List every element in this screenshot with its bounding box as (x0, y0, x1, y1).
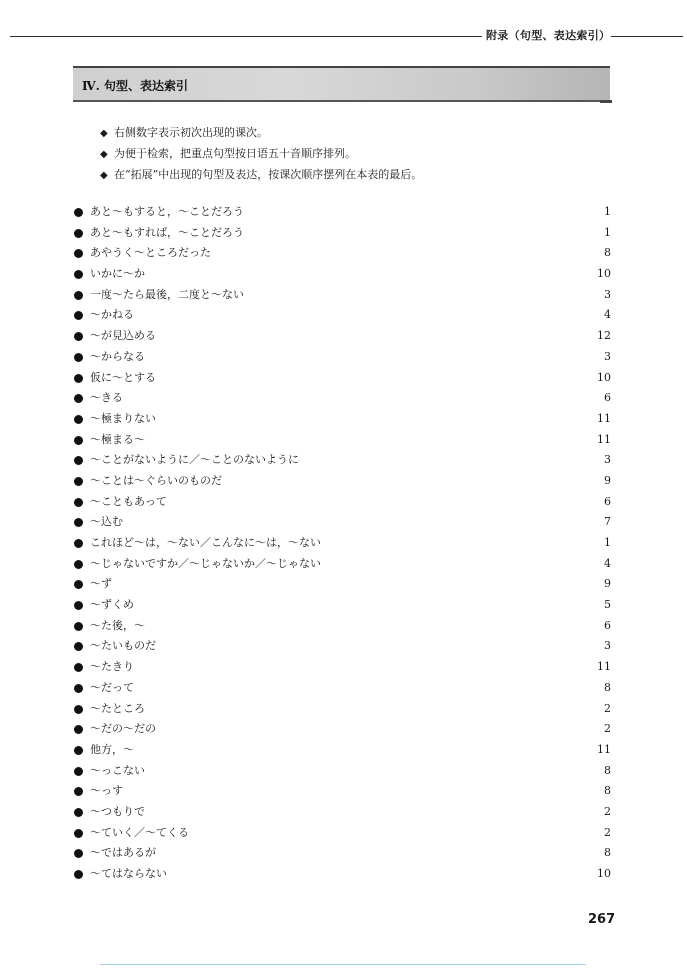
entry-phrase: ～たいものだ (90, 639, 156, 653)
entry-phrase: ～っす (90, 784, 123, 798)
entry-lesson-number: 11 (597, 411, 611, 425)
bullet-dot-icon (74, 642, 83, 651)
entry-lesson-number: 3 (604, 639, 611, 653)
index-entry (74, 388, 614, 409)
entry-phrase: ～ではあるが (90, 846, 156, 860)
entry-lesson-number: 9 (604, 473, 611, 487)
index-entry (74, 492, 614, 513)
entry-lesson-number: 3 (604, 349, 611, 363)
entry-phrase: ～ていく／～てくる (90, 825, 189, 839)
entry-phrase: ～が見込める (90, 329, 156, 343)
entry-lesson-number: 6 (604, 618, 611, 632)
entry-lesson-number: 6 (604, 494, 611, 508)
bullet-dot-icon (74, 539, 83, 548)
running-header-title: 附录（句型、表达索引） (486, 29, 611, 42)
entry-lesson-number: 6 (604, 391, 611, 405)
note-text: 在“拓展”中出现的句型及表达，按课次顺序摆列在本表的最后。 (114, 168, 423, 181)
bullet-dot-icon (74, 787, 83, 796)
index-entry (74, 761, 614, 782)
entry-phrase: ～たきり (90, 660, 134, 674)
diamond-bullet-icon: ◆ (100, 149, 108, 160)
index-entry (74, 326, 614, 347)
index-entry (74, 347, 614, 368)
entry-phrase: ～たところ (90, 701, 145, 715)
index-entry (74, 699, 614, 720)
entry-lesson-number: 3 (604, 453, 611, 467)
entry-lesson-number: 10 (597, 867, 611, 880)
entry-lesson-number: 2 (604, 722, 611, 736)
section-title: Ⅳ. 句型、表达索引 (82, 79, 188, 93)
index-entry-list (74, 202, 614, 885)
entry-phrase: 一度～たら最後，二度と～ない (90, 287, 244, 301)
entry-lesson-number: 9 (604, 577, 611, 591)
entry-lesson-number: 1 (604, 536, 611, 549)
bullet-dot-icon (74, 249, 83, 258)
entry-phrase: あやうく～ところだった (90, 246, 211, 260)
index-entry (74, 781, 614, 802)
note-item (100, 122, 600, 143)
bullet-dot-icon (74, 746, 83, 755)
entry-lesson-number: 8 (604, 680, 611, 694)
entry-phrase: いかに～か (90, 267, 145, 281)
index-entry (74, 512, 614, 533)
diamond-bullet-icon: ◆ (100, 128, 108, 139)
bullet-dot-icon (74, 498, 83, 507)
entry-phrase: ～つもりで (90, 804, 145, 818)
entry-phrase: ～っこない (90, 763, 145, 777)
entry-lesson-number: 8 (604, 763, 611, 777)
note-text: 为便于检索，把重点句型按日语五十音顺序排列。 (114, 147, 356, 160)
page-number: 267 (588, 912, 616, 927)
bullet-dot-icon (74, 601, 83, 610)
entry-phrase: ～からなる (90, 349, 145, 363)
entry-lesson-number: 4 (604, 556, 611, 570)
section-bar-accent (600, 100, 612, 103)
note-item (100, 164, 600, 185)
bullet-dot-icon (74, 394, 83, 403)
entry-lesson-number: 11 (597, 660, 611, 674)
bullet-dot-icon (74, 374, 83, 383)
index-entry (74, 202, 614, 223)
bullet-dot-icon (74, 415, 83, 424)
bullet-dot-icon (74, 808, 83, 817)
bullet-dot-icon (74, 767, 83, 776)
entry-phrase: 仮に～とする (90, 370, 156, 384)
entry-phrase: これほど～は，～ない／こんなに～は，～ない (90, 536, 321, 549)
bullet-dot-icon (74, 332, 83, 341)
index-entry (74, 409, 614, 430)
index-entry (74, 305, 614, 326)
index-entry (74, 430, 614, 451)
header-rule (10, 36, 482, 37)
index-entry (74, 864, 614, 885)
index-entry (74, 657, 614, 678)
entry-phrase: ～じゃないですか／～じゃないか／～じゃない (90, 556, 321, 570)
entry-phrase: ～極まりない (90, 411, 156, 425)
bullet-dot-icon (74, 208, 83, 217)
index-entry (74, 740, 614, 761)
entry-lesson-number: 7 (604, 515, 611, 529)
bullet-dot-icon (74, 311, 83, 320)
entry-phrase: ～てはならない (90, 867, 167, 880)
bullet-dot-icon (74, 580, 83, 589)
index-entry (74, 574, 614, 595)
bullet-dot-icon (74, 705, 83, 714)
index-entry (74, 719, 614, 740)
bullet-dot-icon (74, 725, 83, 734)
index-entry (74, 368, 614, 389)
entry-phrase: ～ことは～ぐらいのものだ (90, 473, 222, 487)
bullet-dot-icon (74, 622, 83, 631)
index-entry (74, 616, 614, 637)
bullet-dot-icon (74, 270, 83, 279)
bullet-dot-icon (74, 353, 83, 362)
note-text: 右侧数字表示初次出现的课次。 (114, 126, 268, 139)
footer-rule (100, 964, 586, 965)
entry-lesson-number: 5 (604, 598, 611, 612)
bullet-dot-icon (74, 436, 83, 445)
entry-lesson-number: 8 (604, 846, 611, 860)
header-rule (611, 36, 683, 37)
entry-phrase: ～こともあって (90, 494, 167, 508)
entry-lesson-number: 10 (597, 267, 611, 281)
index-entry (74, 285, 614, 306)
entry-phrase: ～だの～だの (90, 722, 156, 736)
entry-lesson-number: 3 (604, 287, 611, 301)
entry-phrase: ～込む (90, 515, 123, 529)
index-entry (74, 264, 614, 285)
index-entry (74, 223, 614, 244)
entry-lesson-number: 2 (604, 804, 611, 818)
entry-lesson-number: 1 (604, 225, 611, 239)
bullet-dot-icon (74, 849, 83, 858)
bullet-dot-icon (74, 829, 83, 838)
index-entry (74, 823, 614, 844)
bullet-dot-icon (74, 477, 83, 486)
entry-phrase: 他方，～ (90, 742, 134, 756)
entry-phrase: ～ことがないように／～ことのないように (90, 453, 299, 467)
diamond-bullet-icon: ◆ (100, 170, 108, 181)
index-entry (74, 802, 614, 823)
notes-list (100, 122, 600, 185)
entry-phrase: ～ず (90, 577, 112, 591)
entry-lesson-number: 2 (604, 825, 611, 839)
entry-phrase: あと～もすれば，～ことだろう (90, 225, 244, 239)
bullet-dot-icon (74, 560, 83, 569)
bullet-dot-icon (74, 229, 83, 238)
index-entry (74, 450, 614, 471)
index-entry (74, 554, 614, 575)
bullet-dot-icon (74, 291, 83, 300)
entry-lesson-number: 8 (604, 784, 611, 798)
bullet-dot-icon (74, 684, 83, 693)
entry-phrase: ～ずくめ (90, 598, 134, 612)
entry-lesson-number: 11 (597, 742, 611, 756)
index-entry (74, 533, 614, 554)
entry-lesson-number: 1 (604, 205, 611, 218)
entry-phrase: あと～もすると，～ことだろう (90, 205, 244, 218)
entry-lesson-number: 12 (597, 329, 611, 343)
entry-lesson-number: 11 (597, 432, 611, 446)
entry-lesson-number: 2 (604, 701, 611, 715)
note-item (100, 143, 600, 164)
index-entry (74, 471, 614, 492)
entry-phrase: ～極まる～ (90, 432, 145, 446)
index-entry (74, 678, 614, 699)
bullet-dot-icon (74, 870, 83, 879)
entry-lesson-number: 8 (604, 246, 611, 260)
entry-phrase: ～た後，～ (90, 618, 145, 632)
entry-phrase: ～きる (90, 391, 123, 405)
bullet-dot-icon (74, 663, 83, 672)
bullet-dot-icon (74, 518, 83, 527)
bullet-dot-icon (74, 456, 83, 465)
entry-phrase: ～だって (90, 680, 134, 694)
index-entry (74, 243, 614, 264)
index-entry (74, 843, 614, 864)
index-entry (74, 636, 614, 657)
entry-lesson-number: 10 (597, 370, 611, 384)
index-entry (74, 595, 614, 616)
entry-phrase: ～かねる (90, 308, 134, 322)
entry-lesson-number: 4 (604, 308, 611, 322)
